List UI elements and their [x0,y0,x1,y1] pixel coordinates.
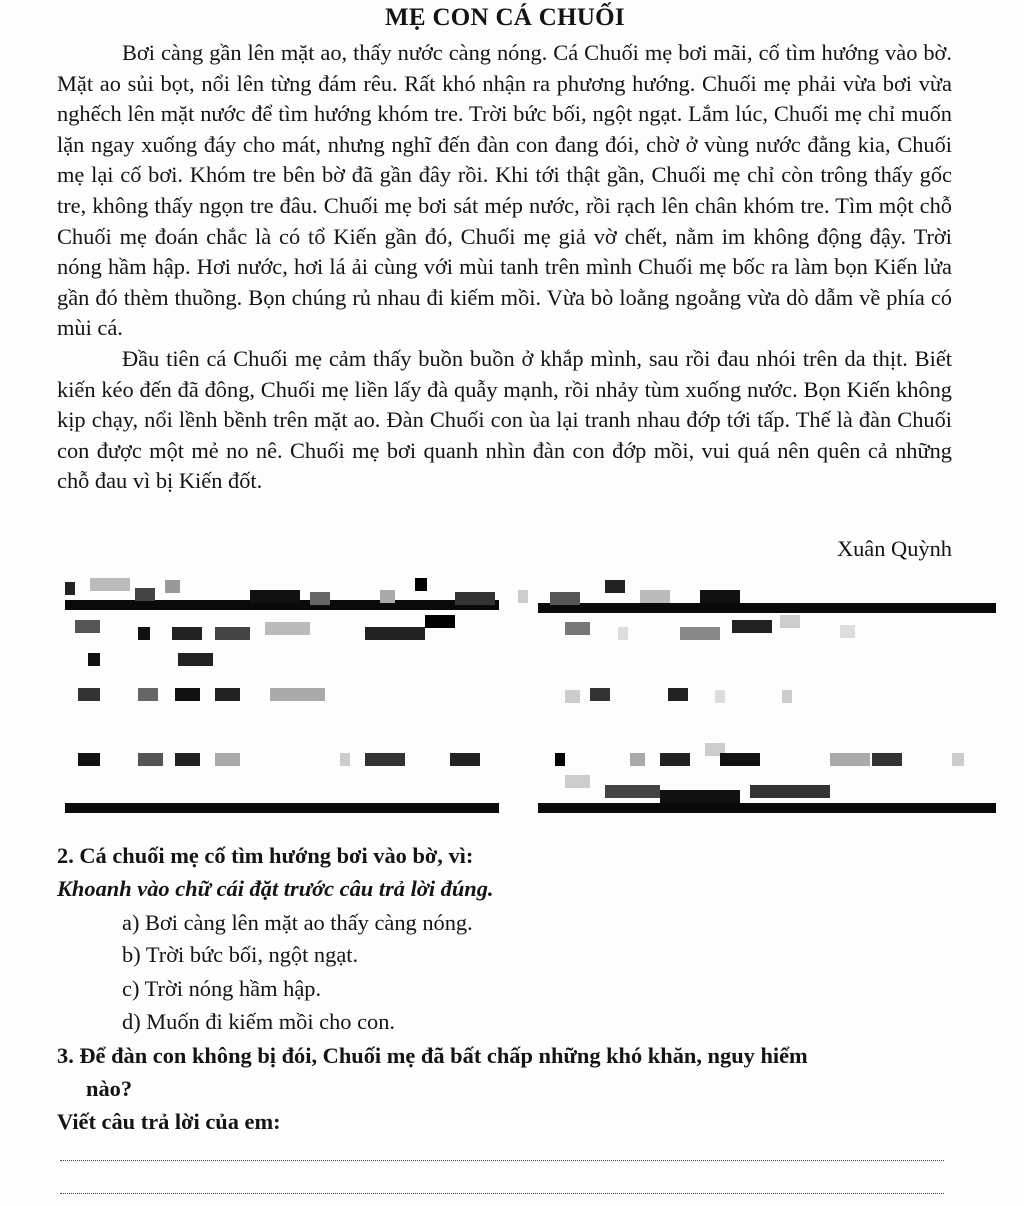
story-paragraph-2: Đầu tiên cá Chuối mẹ cảm thấy buồn buồn ở khắp mình, sau rồi đau nhói trên da thịt. Biết kiến kéo đến đã đông, Chuối mẹ liền lấy đà quẫy mạnh, rồi nhảy tùm xuống nước. Bọn Kiến không kịp chạy, nổi lềnh bềnh trên mặt ao. Đàn Chuối con ùa lại tranh nhau đớp tới tấp. Thế là đàn Chuối con được một mẻ no nê. Chuối mẹ bơi quanh nhìn đàn con đớp mồi, vui quá nên quên cả những chỗ đau vì bị Kiến đốt. [57,345,952,494]
story-paragraph-1: Bơi càng gần lên mặt ao, thấy nước càng nóng. Cá Chuối mẹ bơi mãi, cố tìm hướng vào bờ. Mặt ao sủi bọt, nổi lên từng đám rêu. Rất khó nhận ra phương hướng. Chuối mẹ phải vừa bơi vừa nghếch lên mặt nước để tìm hướng khóm tre. Trời bức bối, ngột ngạt. Lắm lúc, Chuối mẹ chỉ muốn lặn ngay xuống đáy cho mát, nhưng nghĩ đến đàn con đang đói, chờ ở vùng nước đằng kia, Chuối mẹ lại cố bơi. Khóm tre bên bờ đã gần đây rồi. Khi tới thật gần, Chuối mẹ chỉ còn trông thấy gốc tre, không thấy ngọn tre đâu. Chuối mẹ bơi sát mép nước, rồi rạch lên chân khóm tre. Tìm một chỗ Chuối mẹ đoán chắc là có tổ Kiến gần đó, Chuối mẹ giả vờ chết, nằm im không động đậy. Trời nóng hầm hập. Hơi nước, hơi lá ải cùng với mùi tanh trên mình Chuối mẹ bốc ra làm bọn Kiến lửa gần đó thèm thuồng. Bọn chúng rủ nhau đi kiếm mồi. Vừa bò loằng ngoằng vừa dò dẫm về phía có mùi cá. [57,40,952,341]
question-3-heading-continued: nào? [86,1076,133,1101]
answer-option-d: d) Muốn đi kiếm mồi cho con. [122,1009,396,1034]
pixelated-redacted-region [60,570,996,818]
question-2-heading: 2. Cá chuối mẹ cố tìm hướng bơi vào bờ, vì: [57,843,474,868]
story-title: MẸ CON CÁ CHUỐI [385,4,625,31]
story-author: Xuân Quỳnh [836,536,952,561]
question-3-prompt: Viết câu trả lời của em: [57,1109,281,1134]
question-2-instruction: Khoanh vào chữ cái đặt trước câu trả lời đúng. [57,876,494,901]
answer-option-b: b) Trời bức bối, ngột ngạt. [122,942,359,967]
answer-line-1 [60,1160,944,1161]
answer-option-c: c) Trời nóng hầm hập. [122,976,322,1001]
answer-option-a: a) Bơi càng lên mặt ao thấy càng nóng. [122,910,473,935]
question-3-heading: 3. Để đàn con không bị đói, Chuối mẹ đã bất chấp những khó khăn, nguy hiểm [57,1043,808,1068]
story-text [57,38,952,497]
answer-line-2 [60,1193,944,1194]
